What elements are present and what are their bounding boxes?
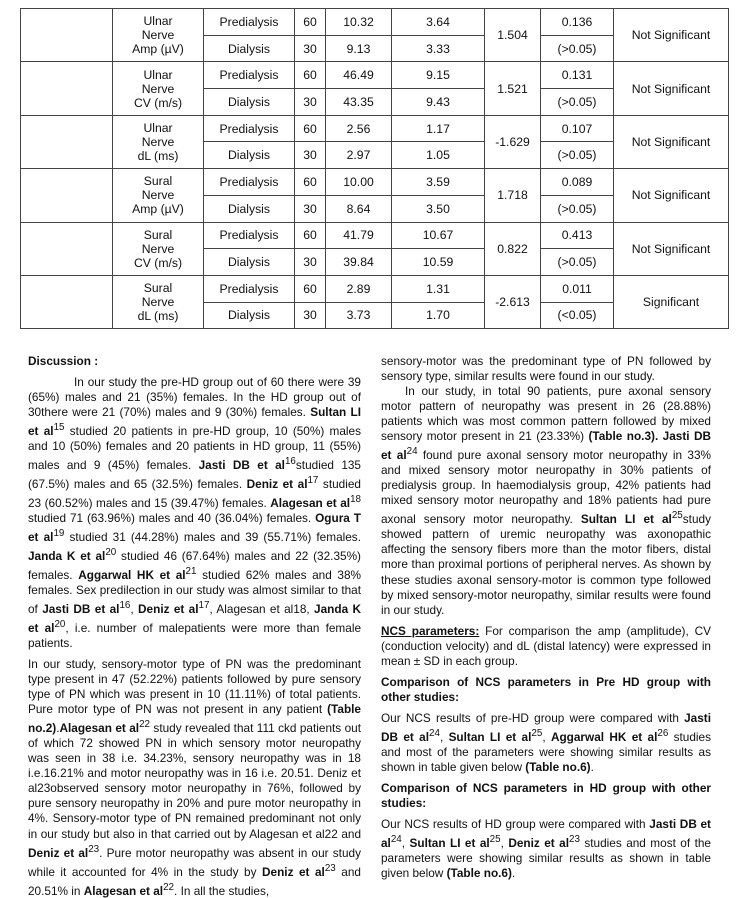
mean-cell: 8.64: [326, 195, 392, 222]
sd-cell: 10.67: [392, 222, 485, 249]
sd-cell: 1.70: [392, 302, 485, 329]
mean-cell: 39.84: [326, 249, 392, 276]
p-value-cell: 0.089: [541, 169, 614, 196]
table-row: [21, 222, 729, 249]
sd-cell: 1.31: [392, 275, 485, 302]
right-column: [381, 354, 711, 881]
parameter-cell: Sural Nerve CV (m/s): [113, 222, 204, 275]
mean-cell: 2.97: [326, 142, 392, 169]
paragraph-continuation: sensory-motor was the predominant type of PN followed by sensory type, similar results were found in our study.: [381, 354, 711, 384]
paragraph-pre-hd-comparison: Our NCS results of pre-HD group were compared with Jasti DB et $al^{24}$, Sultan LI et $al^{25}$, Aggarwal HK et $al^{26}$ studies and most of the parameters were showing similar results as shown in table given below (Table no.6).: [381, 710, 712, 774]
sd-cell: 3.33: [392, 35, 485, 62]
sd-cell: 9.43: [392, 89, 485, 116]
n-cell: 30: [295, 89, 326, 116]
n-cell: 30: [295, 35, 326, 62]
sd-cell: 3.64: [392, 9, 485, 36]
table-row: [21, 169, 729, 196]
n-cell: 60: [295, 222, 326, 249]
blank-cell: [21, 62, 113, 115]
p-value-range-cell: (>0.05): [541, 89, 614, 116]
mean-cell: 10.00: [326, 169, 392, 196]
parameter-cell: Ulnar Nerve Amp (µV): [113, 9, 204, 62]
blank-cell: [21, 275, 113, 328]
group-cell: Dialysis: [204, 35, 295, 62]
ncs-comparison-table: [20, 8, 729, 329]
paragraph-sex-distribution: In our study the pre-HD group out of 60 there were 39 (65%) males and 21 (35%) females. In the HD group out of 30there were 21 (70%) males and 9 (30%) females. Sultan LI et $al^{15}$ studied 20 patients in pre-HD group, 10 (50%) males and 10 (50%) females and 20 patients in HD group, 11 (55%) males and 9 (45%) females. Jasti DB et $al^{16}studied$ 135 (67.5%) males and 65 (32.5%) females. Deniz et $al^{17}$ studied 23 (60.52%) males and 15 (39.47%) females. Alagesan et $al^{18}$ studied 71 (63.96%) males and 40 (36.04%) females. Ogura T et $al^{19}$ studied 31 (44.28%) males and 39 (55.71%) females. Janda K et $al^{20}$ studied 46 (67.64%) males and 22 (32.35%) females. Aggarwal HK et $al^{21}$ studied 62% males and 38% females. Sex predilection in our study was almost similar to that of Jasti DB et $al^{16}$, Deniz et $al^{17}$, Alagesan et al18, Janda K et $al^{20}$, i.e. number of malepatients were more than female patients.: [28, 375, 362, 651]
group-cell: Predialysis: [204, 115, 295, 142]
table-row: [21, 9, 729, 36]
parameter-cell: Ulnar Nerve dL (ms): [113, 115, 204, 168]
sd-cell: 10.59: [392, 249, 485, 276]
p-value-cell: 0.136: [541, 9, 614, 36]
sd-cell: 1.05: [392, 142, 485, 169]
sd-cell: 3.59: [392, 169, 485, 196]
left-column: [28, 354, 361, 898]
table-row: [21, 62, 729, 89]
sd-cell: 1.17: [392, 115, 485, 142]
significance-cell: Not Significant: [614, 222, 729, 275]
group-cell: Predialysis: [204, 9, 295, 36]
group-cell: Dialysis: [204, 195, 295, 222]
mean-cell: 46.49: [326, 62, 392, 89]
discussion-heading: Discussion :: [28, 354, 99, 368]
significance-cell: Not Significant: [614, 169, 729, 222]
paragraph-ncs-parameters: NCS parameters: For comparison the amp (amplitude), CV (conduction velocity) and dL (distal latency) were expressed in mean ± SD in each group.: [381, 623, 711, 668]
parameter-cell: Ulnar Nerve CV (m/s): [113, 62, 204, 115]
t-value-cell: 1.718: [485, 169, 541, 222]
blank-cell: [21, 9, 113, 62]
parameter-cell: Sural Nerve dL (ms): [113, 275, 204, 328]
group-cell: Dialysis: [204, 302, 295, 329]
blank-cell: [21, 115, 113, 168]
n-cell: 30: [295, 142, 326, 169]
n-cell: 60: [295, 9, 326, 36]
significance-cell: Not Significant: [614, 62, 729, 115]
group-cell: Dialysis: [204, 142, 295, 169]
blank-cell: [21, 222, 113, 275]
t-value-cell: 0.822: [485, 222, 541, 275]
significance-cell: Not Significant: [614, 115, 729, 168]
paragraph-pn-type: In our study, sensory-motor type of PN was the predominant type present in 47 (52.22%) patients followed by pure sensory type of PN which was present in 10 (11.11%) of total patients. Pure motor type of PN was not present in any patient (Table no.2).Alagesan et $al^{22}$ study revealed that 111 ckd patients out of which 72 showed PN in which sensory motor neuropathy was seen in 38 i.e. 34.23%, sensory neuropathy was in 18 i.e.16.21% and motor neuropathy was in 16 i.e. 20.51. Deniz et al23observed sensory motor neuropathy in 76%, followed by pure sensory neuropathy in 20% and pure motor neuropathy in 4%. Sensory-motor type of PN remained predominant not only in our study but also in that carried out by Alagesan et al22 and Deniz et $al^{23}$. Pure motor neuropathy was absent in our study while it accounted for 4% in the study by Deniz et $al^{23}$ and 20.51% in Alagesan et $al^{22}$. In all the studies,: [28, 657, 362, 898]
p-value-range-cell: (<0.05): [541, 302, 614, 329]
n-cell: 60: [295, 169, 326, 196]
p-value-cell: 0.107: [541, 115, 614, 142]
n-cell: 30: [295, 302, 326, 329]
blank-cell: [21, 169, 113, 222]
group-cell: Dialysis: [204, 89, 295, 116]
table-row: [21, 115, 729, 142]
mean-cell: 43.35: [326, 89, 392, 116]
significance-cell: Significant: [614, 275, 729, 328]
mean-cell: 2.89: [326, 275, 392, 302]
n-cell: 30: [295, 195, 326, 222]
p-value-range-cell: (>0.05): [541, 249, 614, 276]
paragraph-hd-comparison: Our NCS results of HD group were compared with Jasti DB et $al^{24}$, Sultan LI et $al^{25}$, Deniz et $al^{23}$ studies and most of the parameters were showing similar results as shown in table given below (Table no.6).: [381, 817, 711, 881]
t-value-cell: 1.521: [485, 62, 541, 115]
n-cell: 30: [295, 249, 326, 276]
mean-cell: 41.79: [326, 222, 392, 249]
p-value-cell: 0.011: [541, 275, 614, 302]
sd-cell: 9.15: [392, 62, 485, 89]
mean-cell: 2.56: [326, 115, 392, 142]
p-value-range-cell: (>0.05): [541, 195, 614, 222]
group-cell: Predialysis: [204, 62, 295, 89]
n-cell: 60: [295, 62, 326, 89]
t-value-cell: -2.613: [485, 275, 541, 328]
mean-cell: 9.13: [326, 35, 392, 62]
mean-cell: 3.73: [326, 302, 392, 329]
p-value-cell: 0.413: [541, 222, 614, 249]
group-cell: Predialysis: [204, 169, 295, 196]
t-value-cell: -1.629: [485, 115, 541, 168]
table-row: [21, 275, 729, 302]
t-value-cell: 1.504: [485, 9, 541, 62]
sd-cell: 3.50: [392, 195, 485, 222]
heading-pre-hd-comparison: Comparison of NCS parameters in Pre HD group with other studies:: [381, 674, 711, 704]
n-cell: 60: [295, 275, 326, 302]
group-cell: Predialysis: [204, 275, 295, 302]
heading-hd-comparison: Comparison of NCS parameters in HD group with other studies:: [381, 780, 711, 811]
significance-cell: Not Significant: [614, 9, 729, 62]
paragraph-pattern: In our study, in total 90 patients, pure axonal sensory motor pattern of neuropathy was present in 26 (28.88%) patients which was most common pattern followed by mixed sensory motor present in 21 (23.33%) (Table no.3). Jasti DB et $al^{24}$ found pure axonal sensory motor neuropathy in 33% and mixed sensory motor neuropathy in 30% patients of predialysis group. In haemodialysis group, 42% patients had mixed sensory motor neuropathy and 18% patients had pure axonal sensory motor neuropathy. Sultan LI et $al^{25}study$ showed pattern of uremic neuropathy was axonopathic affecting the sensory fibers more than the motor fibers, distal more than proximal portions of peripheral nerves. As shown by these studies axonal sensory-motor is common type followed by mixed sensory-motor neuropathy, similar results were found in our study.: [381, 384, 712, 617]
n-cell: 60: [295, 115, 326, 142]
group-cell: Dialysis: [204, 249, 295, 276]
p-value-range-cell: (>0.05): [541, 142, 614, 169]
p-value-range-cell: (>0.05): [541, 35, 614, 62]
p-value-cell: 0.131: [541, 62, 614, 89]
mean-cell: 10.32: [326, 9, 392, 36]
parameter-cell: Sural Nerve Amp (µV): [113, 169, 204, 222]
group-cell: Predialysis: [204, 222, 295, 249]
